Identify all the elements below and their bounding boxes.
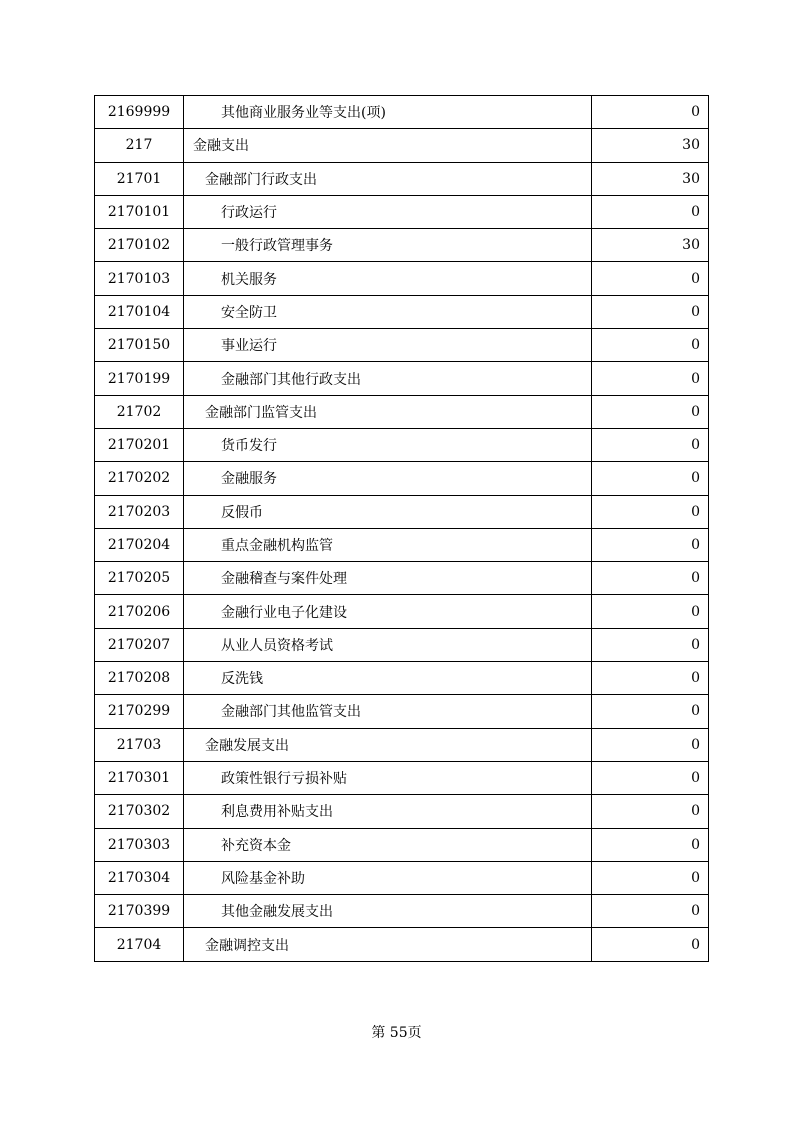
amount-cell: 0 — [592, 96, 709, 129]
table-row — [95, 728, 709, 761]
amount-cell: 0 — [592, 595, 709, 628]
table-row — [95, 495, 709, 528]
subject-name-cell: 金融稽查与案件处理 — [184, 562, 592, 595]
table-row — [95, 695, 709, 728]
amount-cell: 0 — [592, 928, 709, 961]
table-row — [95, 861, 709, 894]
subject-name-cell: 货币发行 — [184, 428, 592, 461]
subject-name-cell: 利息费用补贴支出 — [184, 795, 592, 828]
subject-code-cell: 2170204 — [95, 528, 184, 561]
subject-code-cell: 2170201 — [95, 428, 184, 461]
amount-cell: 0 — [592, 628, 709, 661]
subject-name-cell: 反假币 — [184, 495, 592, 528]
subject-name-cell: 机关服务 — [184, 262, 592, 295]
table-row — [95, 795, 709, 828]
amount-cell: 0 — [592, 528, 709, 561]
table-row — [95, 828, 709, 861]
table-row — [95, 395, 709, 428]
table-row — [95, 162, 709, 195]
subject-code-cell: 2170199 — [95, 362, 184, 395]
table-row — [95, 428, 709, 461]
amount-cell: 30 — [592, 129, 709, 162]
amount-cell: 0 — [592, 462, 709, 495]
table-row — [95, 595, 709, 628]
subject-code-cell: 2170203 — [95, 495, 184, 528]
subject-code-cell: 21703 — [95, 728, 184, 761]
amount-cell: 0 — [592, 895, 709, 928]
subject-code-cell: 2169999 — [95, 96, 184, 129]
amount-cell: 0 — [592, 761, 709, 794]
subject-name-cell: 一般行政管理事务 — [184, 229, 592, 262]
table-row — [95, 462, 709, 495]
subject-name-cell: 风险基金补助 — [184, 861, 592, 894]
subject-name-cell: 安全防卫 — [184, 295, 592, 328]
amount-cell: 0 — [592, 395, 709, 428]
subject-name-cell: 行政运行 — [184, 195, 592, 228]
subject-name-cell: 从业人员资格考试 — [184, 628, 592, 661]
subject-code-cell: 2170207 — [95, 628, 184, 661]
amount-cell: 0 — [592, 295, 709, 328]
subject-name-cell: 金融服务 — [184, 462, 592, 495]
page-number: 第 55页 — [371, 1025, 422, 1041]
amount-cell: 30 — [592, 229, 709, 262]
table-row — [95, 628, 709, 661]
subject-name-cell: 金融部门监管支出 — [184, 395, 592, 428]
subject-code-cell: 2170302 — [95, 795, 184, 828]
amount-cell: 30 — [592, 162, 709, 195]
table-row — [95, 362, 709, 395]
subject-name-cell: 金融发展支出 — [184, 728, 592, 761]
table-row — [95, 195, 709, 228]
table-row — [95, 262, 709, 295]
subject-name-cell: 反洗钱 — [184, 662, 592, 695]
subject-code-cell: 2170206 — [95, 595, 184, 628]
subject-name-cell: 政策性银行亏损补贴 — [184, 761, 592, 794]
subject-name-cell: 补充资本金 — [184, 828, 592, 861]
table-row — [95, 295, 709, 328]
subject-code-cell: 2170304 — [95, 861, 184, 894]
subject-code-cell: 2170208 — [95, 662, 184, 695]
subject-name-cell: 金融部门其他监管支出 — [184, 695, 592, 728]
amount-cell: 0 — [592, 828, 709, 861]
table-row — [95, 129, 709, 162]
table-row — [95, 562, 709, 595]
subject-name-cell: 金融调控支出 — [184, 928, 592, 961]
subject-code-cell: 2170303 — [95, 828, 184, 861]
amount-cell: 0 — [592, 195, 709, 228]
subject-code-cell: 2170301 — [95, 761, 184, 794]
table-row — [95, 229, 709, 262]
amount-cell: 0 — [592, 861, 709, 894]
subject-code-cell: 2170103 — [95, 262, 184, 295]
subject-code-cell: 2170101 — [95, 195, 184, 228]
subject-code-cell: 2170399 — [95, 895, 184, 928]
amount-cell: 0 — [592, 662, 709, 695]
subject-name-cell: 其他商业服务业等支出(项) — [184, 96, 592, 129]
subject-code-cell: 2170150 — [95, 329, 184, 362]
subject-code-cell: 21701 — [95, 162, 184, 195]
subject-code-cell: 2170202 — [95, 462, 184, 495]
table-body — [95, 96, 709, 962]
subject-name-cell: 重点金融机构监管 — [184, 528, 592, 561]
subject-code-cell: 21702 — [95, 395, 184, 428]
amount-cell: 0 — [592, 329, 709, 362]
subject-name-cell: 金融部门其他行政支出 — [184, 362, 592, 395]
table-row — [95, 761, 709, 794]
subject-name-cell: 金融支出 — [184, 129, 592, 162]
amount-cell: 0 — [592, 428, 709, 461]
amount-cell: 0 — [592, 795, 709, 828]
amount-cell: 0 — [592, 695, 709, 728]
table-row — [95, 528, 709, 561]
amount-cell: 0 — [592, 562, 709, 595]
subject-name-cell: 金融部门行政支出 — [184, 162, 592, 195]
subject-name-cell: 其他金融发展支出 — [184, 895, 592, 928]
subject-code-cell: 2170104 — [95, 295, 184, 328]
subject-code-cell: 21704 — [95, 928, 184, 961]
subject-code-cell: 2170205 — [95, 562, 184, 595]
subject-code-cell: 217 — [95, 129, 184, 162]
amount-cell: 0 — [592, 362, 709, 395]
table-row — [95, 928, 709, 961]
amount-cell: 0 — [592, 262, 709, 295]
subject-name-cell: 金融行业电子化建设 — [184, 595, 592, 628]
table-row — [95, 662, 709, 695]
table-row — [95, 96, 709, 129]
budget-table — [94, 95, 709, 962]
table-row — [95, 329, 709, 362]
subject-name-cell: 事业运行 — [184, 329, 592, 362]
table-row — [95, 895, 709, 928]
subject-code-cell: 2170102 — [95, 229, 184, 262]
amount-cell: 0 — [592, 728, 709, 761]
subject-code-cell: 2170299 — [95, 695, 184, 728]
amount-cell: 0 — [592, 495, 709, 528]
